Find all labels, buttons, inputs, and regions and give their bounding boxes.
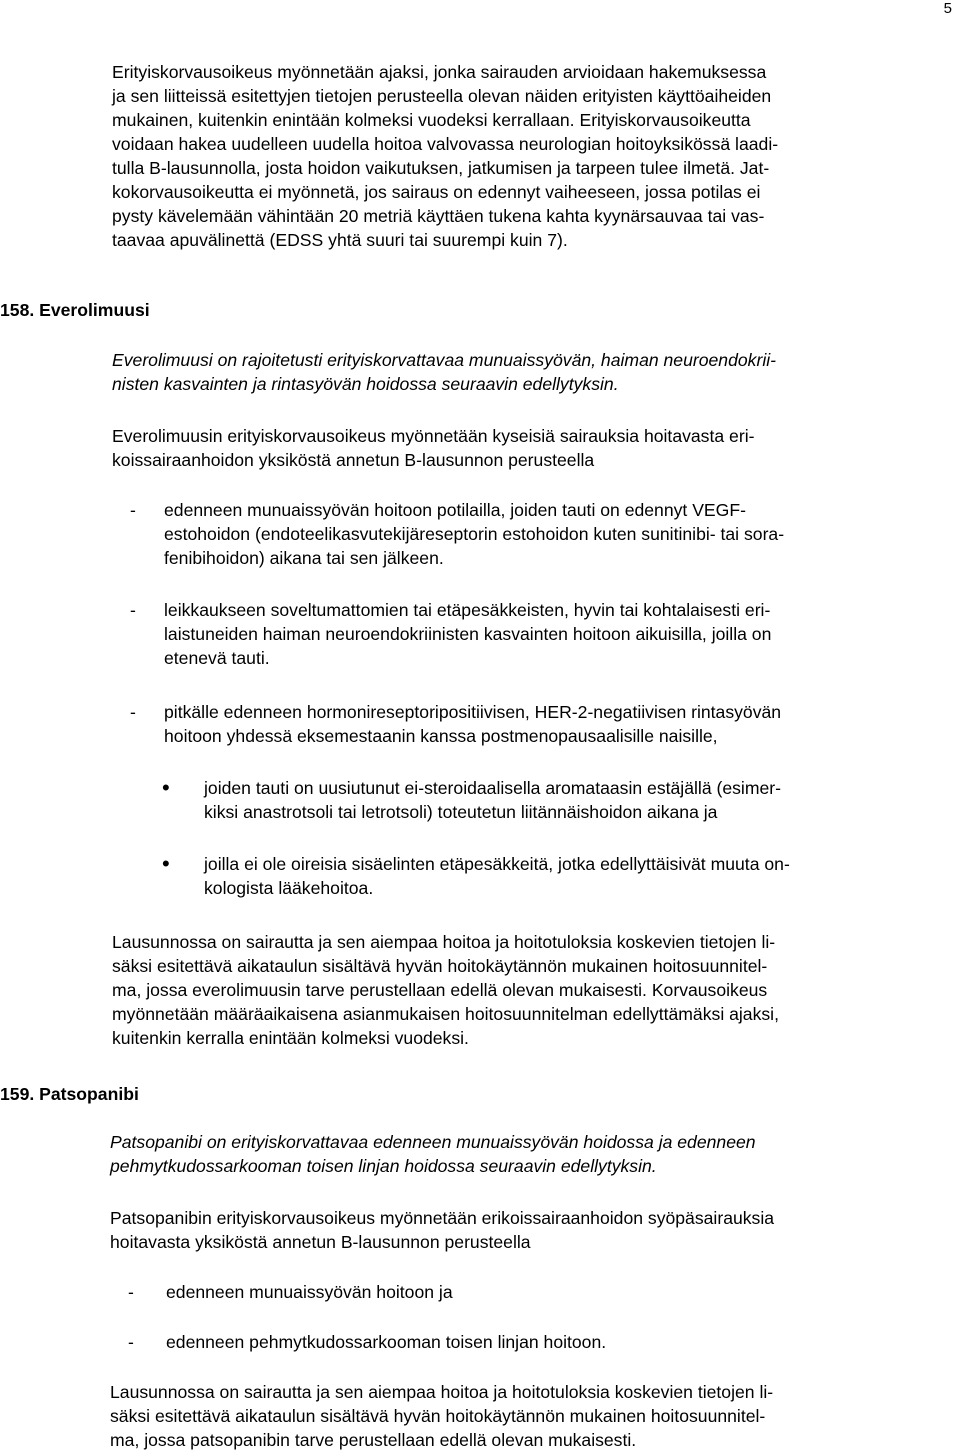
section-heading-158: 158. Everolimuusi bbox=[0, 300, 150, 320]
text-line: kologista lääkehoitoa. bbox=[204, 878, 374, 898]
page-number: 5 bbox=[943, 0, 952, 17]
text-line: fenibihoidon) aikana tai sen jälkeen. bbox=[164, 548, 444, 568]
bullet-marker: • bbox=[162, 851, 170, 876]
intro-paragraph bbox=[112, 60, 778, 252]
everolimuusi-indication-1 bbox=[130, 498, 784, 570]
text-line: Everolimuusi on rajoitetusti erityiskorvattavaa munuaissyövän, haiman neuroendokrii- bbox=[112, 350, 776, 370]
text-line: Lausunnossa on sairautta ja sen aiempaa hoitoa ja hoitotuloksia koskevien tietojen li- bbox=[112, 932, 776, 952]
everolimuusi-indication-3 bbox=[130, 700, 781, 748]
text-line: hoitavasta yksiköstä annetun B-lausunnon perusteella bbox=[110, 1232, 531, 1252]
text-line: Patsopanibi on erityiskorvattavaa edenneen munuaissyövän hoidossa ja edenneen bbox=[110, 1132, 756, 1152]
text-line: tulla B-lausunnolla, josta hoidon vaikutuksen, jatkumisen ja tarpeen tulee ilmetä. Jat- bbox=[112, 158, 770, 178]
dash-marker: - bbox=[130, 600, 136, 620]
text-line: pehmytkudossarkooman toisen linjan hoidossa seuraavin edellytyksin. bbox=[110, 1156, 657, 1176]
everolimuusi-statement bbox=[112, 930, 779, 1050]
text-line: koissairaanhoidon yksiköstä annetun B-lausunnon perusteella bbox=[112, 450, 595, 470]
text-line: kiksi anastrotsoli tai letrotsoli) toteutetun liitännäishoidon aikana ja bbox=[204, 802, 718, 822]
patsopanibi-basis bbox=[110, 1206, 774, 1254]
text-line: joilla ei ole oireisia sisäelinten etäpesäkkeitä, jotka edellyttäisivät muuta on- bbox=[204, 854, 790, 874]
section-heading-159: 159. Patsopanibi bbox=[0, 1084, 139, 1104]
text-line: etenevä tauti. bbox=[164, 648, 270, 668]
text-line: voidaan hakea uudelleen uudella hoitoa valvovassa neurologian hoitoyksikössä laadi- bbox=[112, 134, 779, 154]
text-line: joiden tauti on uusiutunut ei-steroidaalisella aromataasin estäjällä (esimer- bbox=[204, 778, 781, 798]
text-line: Everolimuusin erityiskorvausoikeus myönnetään kyseisiä sairauksia hoitavasta eri- bbox=[112, 426, 755, 446]
dash-marker: - bbox=[128, 1332, 134, 1352]
text-line: säksi esitettävä aikataulun sisältävä hyvän hoitokäytännön mukainen hoitosuunnitel- bbox=[112, 956, 768, 976]
text-line: ma, jossa patsopanibin tarve perustellaan edellä olevan mukaisesti. bbox=[110, 1430, 637, 1450]
text-line: Erityiskorvausoikeus myönnetään ajaksi, jonka sairauden arvioidaan hakemuksessa bbox=[112, 62, 767, 82]
dash-marker: - bbox=[130, 500, 136, 520]
text-line: kokorvausoikeutta ei myönnetä, jos sairaus on edennyt vaiheeseen, jossa potilas ei bbox=[112, 182, 761, 202]
text-line: edenneen munuaissyövän hoitoon ja bbox=[166, 1282, 453, 1302]
everolimuusi-summary bbox=[112, 348, 776, 396]
text-line: edenneen pehmytkudossarkooman toisen linjan hoitoon. bbox=[166, 1332, 607, 1352]
text-line: Patsopanibin erityiskorvausoikeus myönnetään erikoissairaanhoidon syöpäsairauksia bbox=[110, 1208, 775, 1228]
dash-marker: - bbox=[130, 702, 136, 722]
text-line: leikkaukseen soveltumattomien tai etäpesäkkeisten, hyvin tai kohtalaisesti eri- bbox=[164, 600, 771, 620]
dash-marker: - bbox=[128, 1282, 134, 1302]
everolimuusi-subcondition-1 bbox=[162, 776, 781, 824]
patsopanibi-indication-1 bbox=[128, 1280, 453, 1304]
text-line: kuitenkin kerralla enintään kolmeksi vuodeksi. bbox=[112, 1028, 469, 1048]
text-line: ma, jossa everolimuusin tarve perustellaan edellä olevan mukaisesti. Korvausoikeus bbox=[112, 980, 768, 1000]
text-line: edenneen munuaissyövän hoitoon potilailla, joiden tauti on edennyt VEGF- bbox=[164, 500, 746, 520]
text-line: säksi esitettävä aikataulun sisältävä hyvän hoitokäytännön mukainen hoitosuunnitel- bbox=[110, 1406, 766, 1426]
text-line: mukainen, kuitenkin enintään kolmeksi vuodeksi kerrallaan. Erityiskorvausoikeutta bbox=[112, 110, 751, 130]
text-line: hoitoon yhdessä eksemestaanin kanssa postmenopausaalisille naisille, bbox=[164, 726, 718, 746]
patsopanibi-indication-2 bbox=[128, 1330, 606, 1354]
everolimuusi-basis bbox=[112, 424, 754, 472]
text-line: laistuneiden haiman neuroendokriinisten kasvainten hoitoon aikuisilla, joilla on bbox=[164, 624, 772, 644]
text-line: myönnetään määräaikaisena asianmukaisen hoitosuunnitelman edellyttämäksi ajaksi, bbox=[112, 1004, 779, 1024]
text-line: nisten kasvainten ja rintasyövän hoidossa seuraavin edellytyksin. bbox=[112, 374, 619, 394]
text-line: pitkälle edenneen hormonireseptoripositiivisen, HER-2-negatiivisen rintasyövän bbox=[164, 702, 782, 722]
bullet-marker: • bbox=[162, 775, 170, 800]
patsopanibi-summary bbox=[110, 1130, 756, 1178]
everolimuusi-indication-2 bbox=[130, 598, 771, 670]
text-line: estohoidon (endoteelikasvutekijäreseptorin estohoidon kuten sunitinibi- tai sora- bbox=[164, 524, 785, 544]
text-line: taavaa apuvälinettä (EDSS yhtä suuri tai suurempi kuin 7). bbox=[112, 230, 568, 250]
patsopanibi-statement bbox=[110, 1380, 773, 1452]
text-line: Lausunnossa on sairautta ja sen aiempaa hoitoa ja hoitotuloksia koskevien tietojen li- bbox=[110, 1382, 774, 1402]
text-line: pysty kävelemään vähintään 20 metriä käyttäen tukena kahta kyynärsauvaa tai vas- bbox=[112, 206, 765, 226]
text-line: ja sen liitteissä esitettyjen tietojen perusteella olevan näiden erityisten käyttöaiheiden bbox=[112, 86, 772, 106]
everolimuusi-subcondition-2 bbox=[162, 852, 790, 900]
